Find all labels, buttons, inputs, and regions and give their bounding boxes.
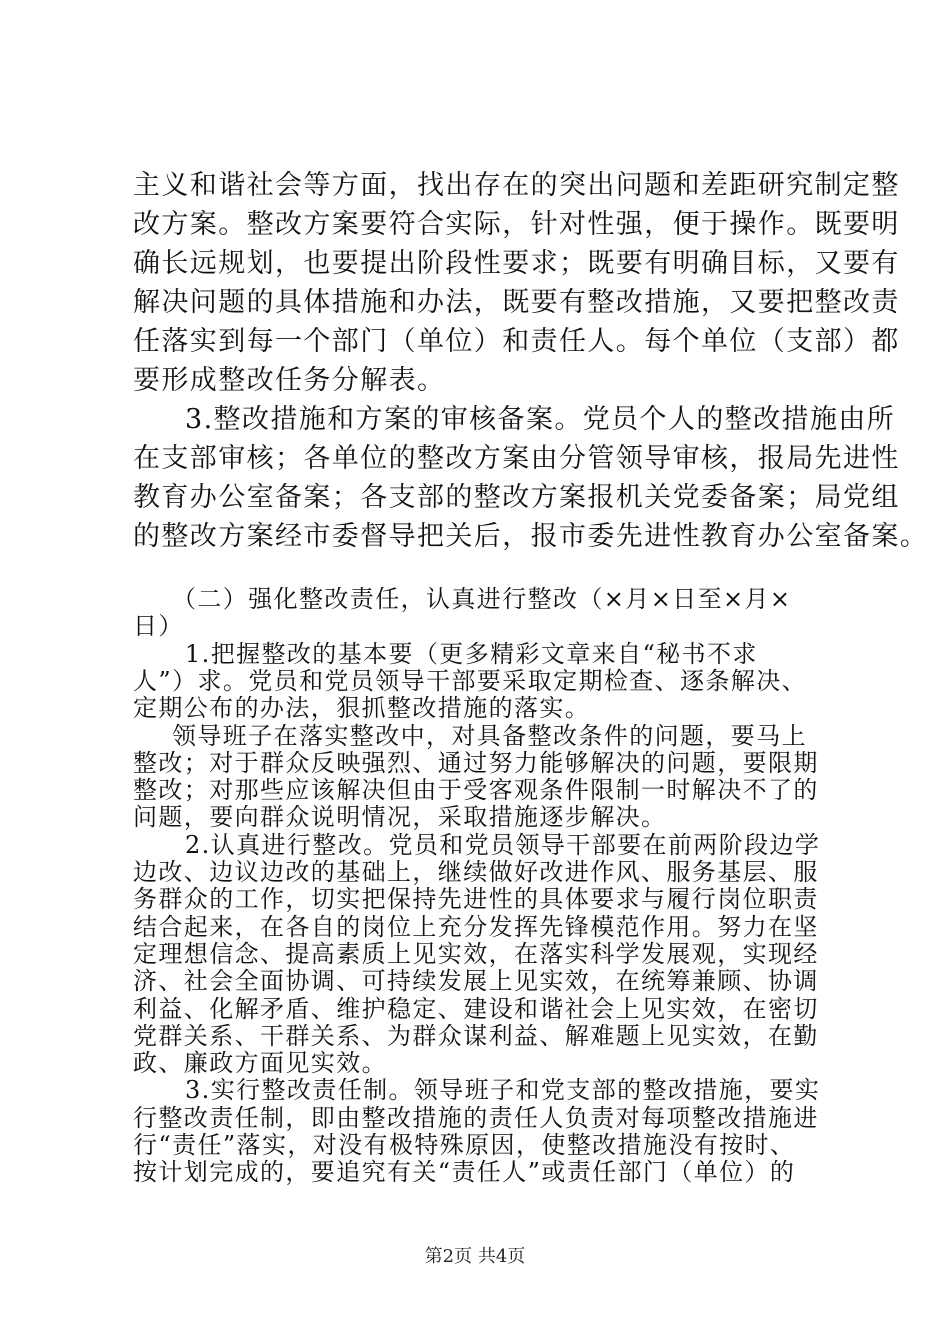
text-line: 的整改方案经市委督导把关后，报市委先进性教育办公室备案。 bbox=[133, 521, 929, 552]
text-line: 整改；对于群众反映强烈、通过努力能够解决的问题，要限期 bbox=[133, 748, 819, 777]
text-line: 利益、化解矛盾、维护稳定、建设和谐社会上见实效，在密切 bbox=[133, 994, 819, 1023]
text-line: 3.实行整改责任制。领导班子和党支部的整改措施，要实 bbox=[185, 1076, 821, 1105]
text-line: 定理想信念、提高素质上见实效，在落实科学发展观，实现经 bbox=[133, 939, 819, 968]
text-line: 结合起来，在各自的岗位上充分发挥先锋模范作用。努力在坚 bbox=[133, 912, 819, 941]
text-line: 主义和谐社会等方面，找出存在的突出问题和差距研究制定整 bbox=[133, 170, 900, 201]
text-line: 行整改责任制，即由整改措施的责任人负责对每项整改措施进 bbox=[133, 1103, 819, 1132]
text-line: 要形成整改任务分解表。 bbox=[133, 365, 446, 396]
text-line: 人”）求。党员和党员领导干部要采取定期检查、逐条解决、 bbox=[133, 666, 808, 695]
text-line: 边改、边议边改的基础上，继续做好改进作风、服务基层、服 bbox=[133, 858, 819, 886]
text-line: 日） bbox=[133, 612, 184, 641]
text-line: 定期公布的办法，狠抓整改措施的落实。 bbox=[133, 694, 591, 723]
text-line: 解决问题的具体措施和办法，既要有整改措施，又要把整改责 bbox=[133, 287, 900, 318]
text-line: 按计划完成的，要追究有关“责任人”或责任部门（单位）的 bbox=[133, 1158, 796, 1187]
text-line: 1.把握整改的基本要（更多精彩文章来自“秘书不求 bbox=[185, 639, 758, 668]
text-line: 任落实到每一个部门（单位）和责任人。每个单位（支部）都 bbox=[133, 326, 900, 357]
text-line: 党群关系、干群关系、为群众谋利益、解难题上见实效，在勤 bbox=[133, 1021, 819, 1050]
page-footer: 第2页 共4页 bbox=[424, 1246, 526, 1267]
text-line: 领导班子在落实整改中，对具备整改条件的问题，要马上 bbox=[172, 721, 807, 750]
text-line: 在支部审核；各单位的整改方案由分管领导审核，报局先进性 bbox=[133, 443, 900, 474]
section-heading: （二）强化整改责任，认真进行整改（×月×日至×月× bbox=[172, 585, 792, 613]
text-line: 问题，要向群众说明情况，采取措施逐步解决。 bbox=[133, 803, 667, 832]
text-line: 改方案。整改方案要符合实际，针对性强，便于操作。既要明 bbox=[133, 209, 900, 240]
text-line: 务群众的工作，切实把保持先进性的具体要求与履行岗位职责 bbox=[133, 885, 819, 914]
text-line: 政、廉政方面见实效。 bbox=[133, 1049, 387, 1078]
text-line: 3.整改措施和方案的审核备案。党员个人的整改措施由所 bbox=[185, 404, 896, 435]
text-line: 整改；对那些应该解决但由于受客观条件限制一时解决不了的 bbox=[133, 776, 819, 805]
text-line: 济、社会全面协调、可持续发展上见实效，在统筹兼顾、协调 bbox=[133, 967, 819, 996]
text-line: 教育办公室备案；各支部的整改方案报机关党委备案；局党组 bbox=[133, 482, 900, 513]
text-line: 确长远规划，也要提出阶段性要求；既要有明确目标，又要有 bbox=[133, 248, 900, 279]
text-line: 2.认真进行整改。党员和党员领导干部要在前两阶段边学 bbox=[185, 830, 821, 859]
text-line: 行“责任”落实，对没有极特殊原因，使整改措施没有按时、 bbox=[133, 1131, 796, 1159]
